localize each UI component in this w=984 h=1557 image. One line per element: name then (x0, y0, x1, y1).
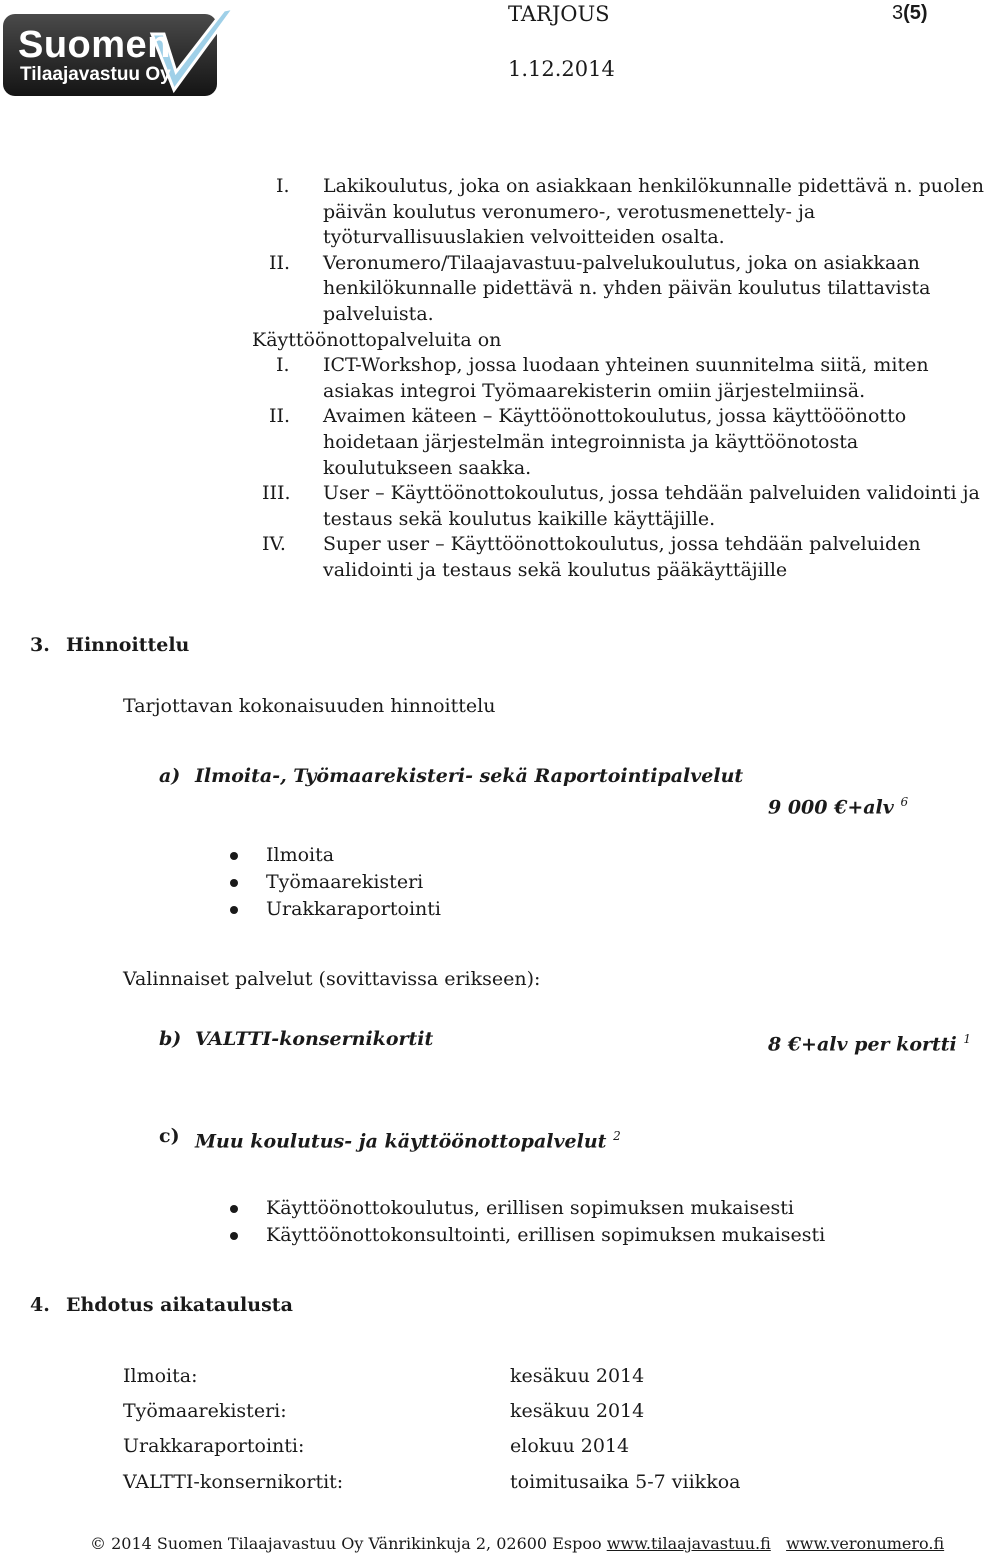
optional-services-intro: Valinnaiset palvelut (sovittavissa erikseen): (123, 968, 541, 990)
schedule-value-1: kesäkuu 2014 (510, 1365, 645, 1387)
bullet-icon (230, 879, 238, 887)
schedule-value-3: elokuu 2014 (510, 1435, 630, 1457)
item-a-title: Ilmoita-, Työmaarekisteri- sekä Raportointipalvelut (195, 765, 744, 787)
bullet-icon (230, 1205, 238, 1213)
item-b-footnote: 1 (963, 1032, 972, 1046)
schedule-label-1: Ilmoita: (123, 1365, 198, 1387)
item-b-label: b) (159, 1028, 182, 1050)
item-b-title: VALTTI-konsernikortit (195, 1028, 434, 1050)
page-current: 3 (892, 2, 904, 24)
list1-item-1-line-2: päivän koulutus veronumero-, verotusmenettely- ja (323, 200, 816, 223)
page-total: (5) (903, 2, 928, 24)
item-b-price-value: 8 €+alv per kortti (768, 1033, 957, 1056)
document-title: TARJOUS (508, 2, 610, 26)
list2-item-1-number: I. (276, 354, 290, 377)
logo-text-sub: Tilaajavastuu Oy (20, 64, 171, 85)
bullet-icon (230, 906, 238, 914)
schedule-label-2: Työmaarekisteri: (123, 1400, 287, 1422)
bullet-c-1: Käyttöönottokoulutus, erillisen sopimuksen mukaisesti (266, 1197, 794, 1219)
list2-item-1-line-2: asiakas integroi Työmaarekisterin omiin järjestelmiinsä. (323, 379, 866, 402)
section4-number: 4. (30, 1294, 50, 1316)
list2-item-4-line-2: validointi ja testaus sekä koulutus pääkäyttäjille (323, 559, 788, 581)
bullet-icon (230, 1232, 238, 1240)
schedule-label-4: VALTTI-konsernikortit: (123, 1471, 344, 1493)
list1-item-2-line-1: Veronumero/Tilaajavastuu-palvelukoulutus, joka on asiakkaan (323, 251, 920, 274)
list2-item-1-line-1: ICT-Workshop, jossa luodaan yhteinen suunnitelma siitä, miten (323, 354, 929, 377)
list2-item-2-line-3: koulutukseen saakka. (323, 456, 532, 479)
footer (90, 1533, 944, 1555)
section3-number: 3. (30, 634, 50, 656)
bullet-a-3: Urakkaraportointi (266, 898, 441, 920)
list1-item-1-number: I. (276, 175, 290, 197)
bullet-c-2: Käyttöönottokonsultointi, erillisen sopimuksen mukaisesti (266, 1224, 826, 1246)
bullet-a-1: Ilmoita (266, 844, 335, 866)
item-a-footnote: 6 (900, 795, 909, 809)
list1-item-2-number: II. (269, 251, 291, 274)
schedule-value-4: toimitusaika 5-7 viikkoa (510, 1471, 741, 1493)
item-a-price-value: 9 000 €+alv (768, 796, 894, 819)
item-c-title (195, 1124, 621, 1155)
list2-item-3-number: III. (262, 482, 291, 505)
list1-item-2-line-2: henkilökunnalle pidettävä n. yhden päivän koulutus tilattavista (323, 277, 931, 300)
section3-title: Hinnoittelu (66, 634, 190, 656)
item-a-price (768, 790, 908, 821)
item-c-footnote: 2 (613, 1129, 621, 1143)
item-b-price (768, 1027, 971, 1058)
list2-item-2-line-2: hoidetaan järjestelmän integroinnista ja käyttöönotosta (323, 431, 859, 453)
logo-text-main: Suomen (18, 24, 171, 66)
schedule-label-3: Urakkaraportointi: (123, 1435, 305, 1457)
bullet-icon (230, 852, 238, 860)
company-logo (2, 4, 238, 98)
list2-item-2-line-1: Avaimen käteen – Käyttöönottokoulutus, jossa käyttööönotto (323, 405, 907, 428)
item-c-title-text: Muu koulutus- ja käyttöönottopalvelut (195, 1130, 607, 1153)
intro-kayttoonottopalvelut: Käyttöönottopalveluita on (252, 328, 502, 351)
list2-item-4-number: IV. (262, 533, 286, 556)
list1-item-1-line-1: Lakikoulutus, joka on asiakkaan henkilökunnalle pidettävä n. puolen (323, 175, 984, 197)
document-date: 1.12.2014 (508, 57, 615, 81)
item-c-label: c) (159, 1125, 180, 1147)
schedule-value-2: kesäkuu 2014 (510, 1400, 645, 1422)
page-number (892, 2, 928, 25)
footer-link-veronumero[interactable]: www.veronumero.fi (786, 1534, 945, 1553)
section4-title: Ehdotus aikataulusta (66, 1294, 293, 1316)
list1-item-2-line-3: palveluista. (323, 303, 434, 325)
list2-item-3-line-2: testaus sekä koulutus kaikille käyttäjille. (323, 507, 716, 530)
list2-item-3-line-1: User – Käyttöönottokoulutus, jossa tehdään palveluiden validointi ja (323, 482, 980, 505)
footer-text: © 2014 Suomen Tilaajavastuu Oy Vänrikinkuja 2, 02600 Espoo (90, 1534, 602, 1553)
list2-item-2-number: II. (269, 405, 291, 428)
list2-item-4-line-1: Super user – Käyttöönottokoulutus, jossa tehdään palveluiden (323, 533, 921, 556)
footer-link-tilaajavastuu[interactable]: www.tilaajavastuu.fi (606, 1534, 771, 1553)
bullet-a-2: Työmaarekisteri (266, 871, 424, 893)
list1-item-1-line-3: työturvallisuuslakien velvoitteiden osalta. (323, 226, 725, 249)
item-a-label: a) (159, 765, 181, 787)
section3-intro: Tarjottavan kokonaisuuden hinnoittelu (123, 695, 496, 717)
